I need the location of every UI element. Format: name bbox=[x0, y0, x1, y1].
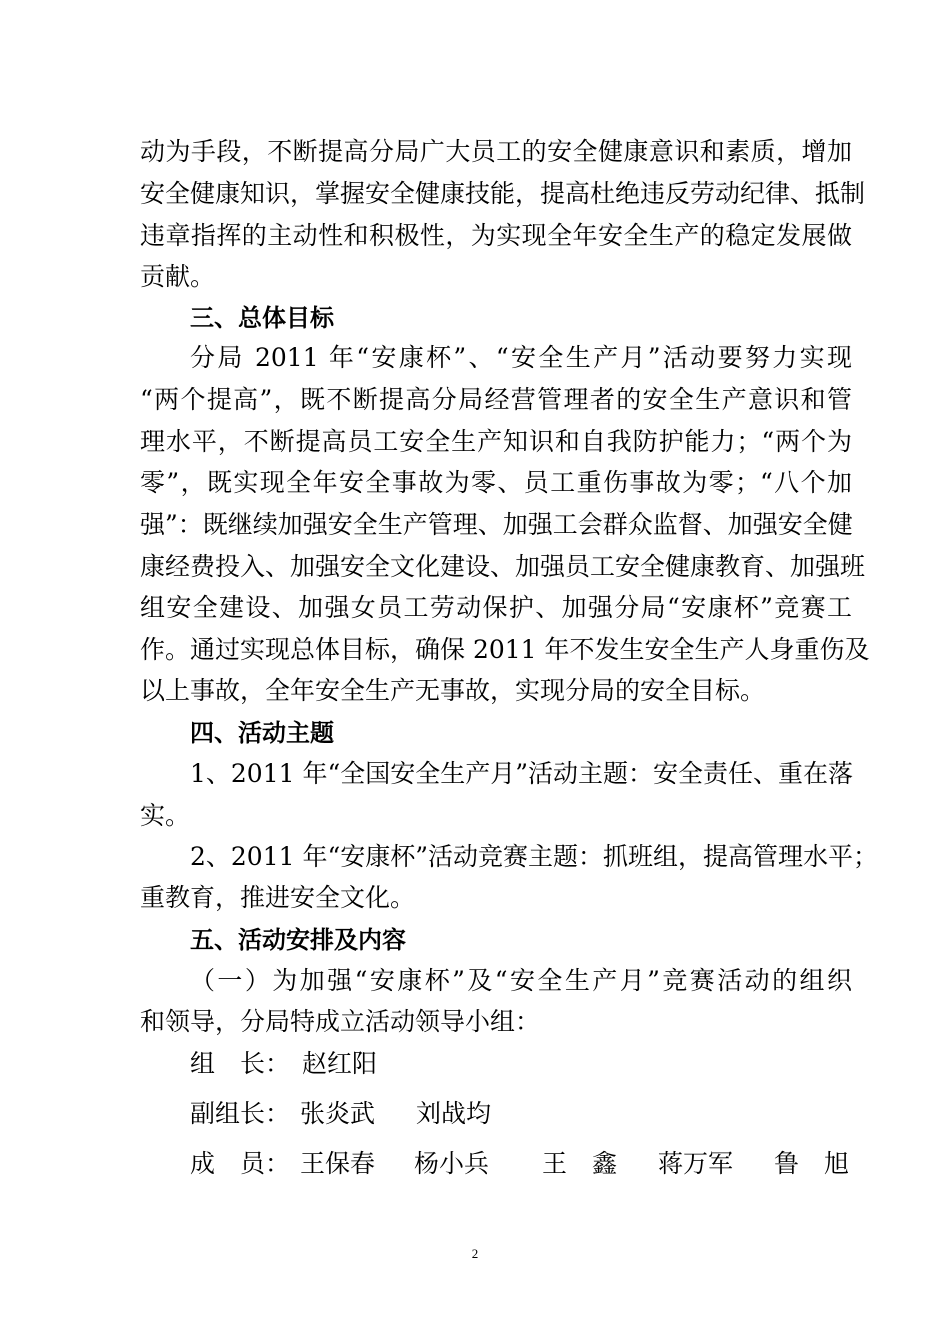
paragraph-line: 理水平，不断提高员工安全生产知识和自我防护能力；“两个为 bbox=[140, 427, 852, 456]
paragraph-line: 贡献。 bbox=[140, 262, 216, 291]
leader-row bbox=[190, 1046, 850, 1086]
member-name: 刘战均 bbox=[416, 1099, 492, 1128]
paragraph-line: 重教育，推进安全文化。 bbox=[140, 883, 416, 912]
member-name: 王 鑫 bbox=[542, 1149, 618, 1178]
paragraph-line: 实。 bbox=[140, 801, 191, 830]
paragraph-line: 安全健康知识，掌握安全健康技能，提高杜绝违反劳动纪律、抵制 bbox=[140, 179, 866, 208]
member-name: 张炎武 bbox=[300, 1099, 376, 1128]
paragraph-line: 以上事故，全年安全生产无事故，实现分局的安全目标。 bbox=[140, 676, 766, 705]
page-number: 2 bbox=[471, 1246, 479, 1261]
paragraph-line: “两个提高”，既不断提高分局经营管理者的安全生产意识和管 bbox=[140, 385, 852, 414]
member-name: 鲁 旭 bbox=[774, 1149, 850, 1178]
role-label: 成 员： bbox=[190, 1149, 291, 1178]
paragraph-line: 零”，既实现全年安全事故为零、员工重伤事故为零；“八个加 bbox=[140, 468, 852, 497]
member-name: 王保春 bbox=[300, 1149, 376, 1178]
paragraph-line: 1、2011 年“全国安全生产月”活动主题：安全责任、重在落 bbox=[190, 759, 854, 788]
paragraph-line: 违章指挥的主动性和积极性，为实现全年安全生产的稳定发展做 bbox=[140, 221, 852, 250]
section-heading: 三、总体目标 bbox=[190, 304, 334, 332]
section-heading: 五、活动安排及内容 bbox=[190, 926, 406, 954]
paragraph-line: 作。通过实现总体目标，确保 2011 年不发生安全生产人身重伤及 bbox=[140, 635, 870, 664]
paragraph-line: 和领导，分局特成立活动领导小组： bbox=[140, 1007, 541, 1036]
paragraph-line: 分局 2011 年“安康杯”、“安全生产月”活动要努力实现 bbox=[190, 343, 852, 372]
paragraph-line: 强”：既继续加强安全生产管理、加强工会群众监督、加强安全健 bbox=[140, 510, 853, 539]
deputy-row bbox=[190, 1096, 850, 1136]
role-label: 组 长： bbox=[190, 1049, 291, 1078]
paragraph-line: 组安全建设、加强女员工劳动保护、加强分局“安康杯”竞赛工 bbox=[140, 593, 852, 622]
member-name: 杨小兵 bbox=[414, 1149, 490, 1178]
paragraph-line: 2、2011 年“安康杯”活动竞赛主题：抓班组，提高管理水平； bbox=[190, 842, 879, 871]
members-row bbox=[190, 1146, 850, 1186]
member-name: 蒋万军 bbox=[658, 1149, 734, 1178]
paragraph-line: （一）为加强“安康杯”及“安全生产月”竞赛活动的组织 bbox=[190, 966, 852, 995]
section-heading: 四、活动主题 bbox=[190, 719, 334, 747]
paragraph-line: 康经费投入、加强安全文化建设、加强员工安全健康教育、加强班 bbox=[140, 552, 866, 581]
paragraph-line: 动为手段，不断提高分局广大员工的安全健康意识和素质，增加 bbox=[140, 137, 852, 166]
role-label: 副组长： bbox=[190, 1099, 291, 1128]
member-name: 赵红阳 bbox=[302, 1049, 378, 1078]
